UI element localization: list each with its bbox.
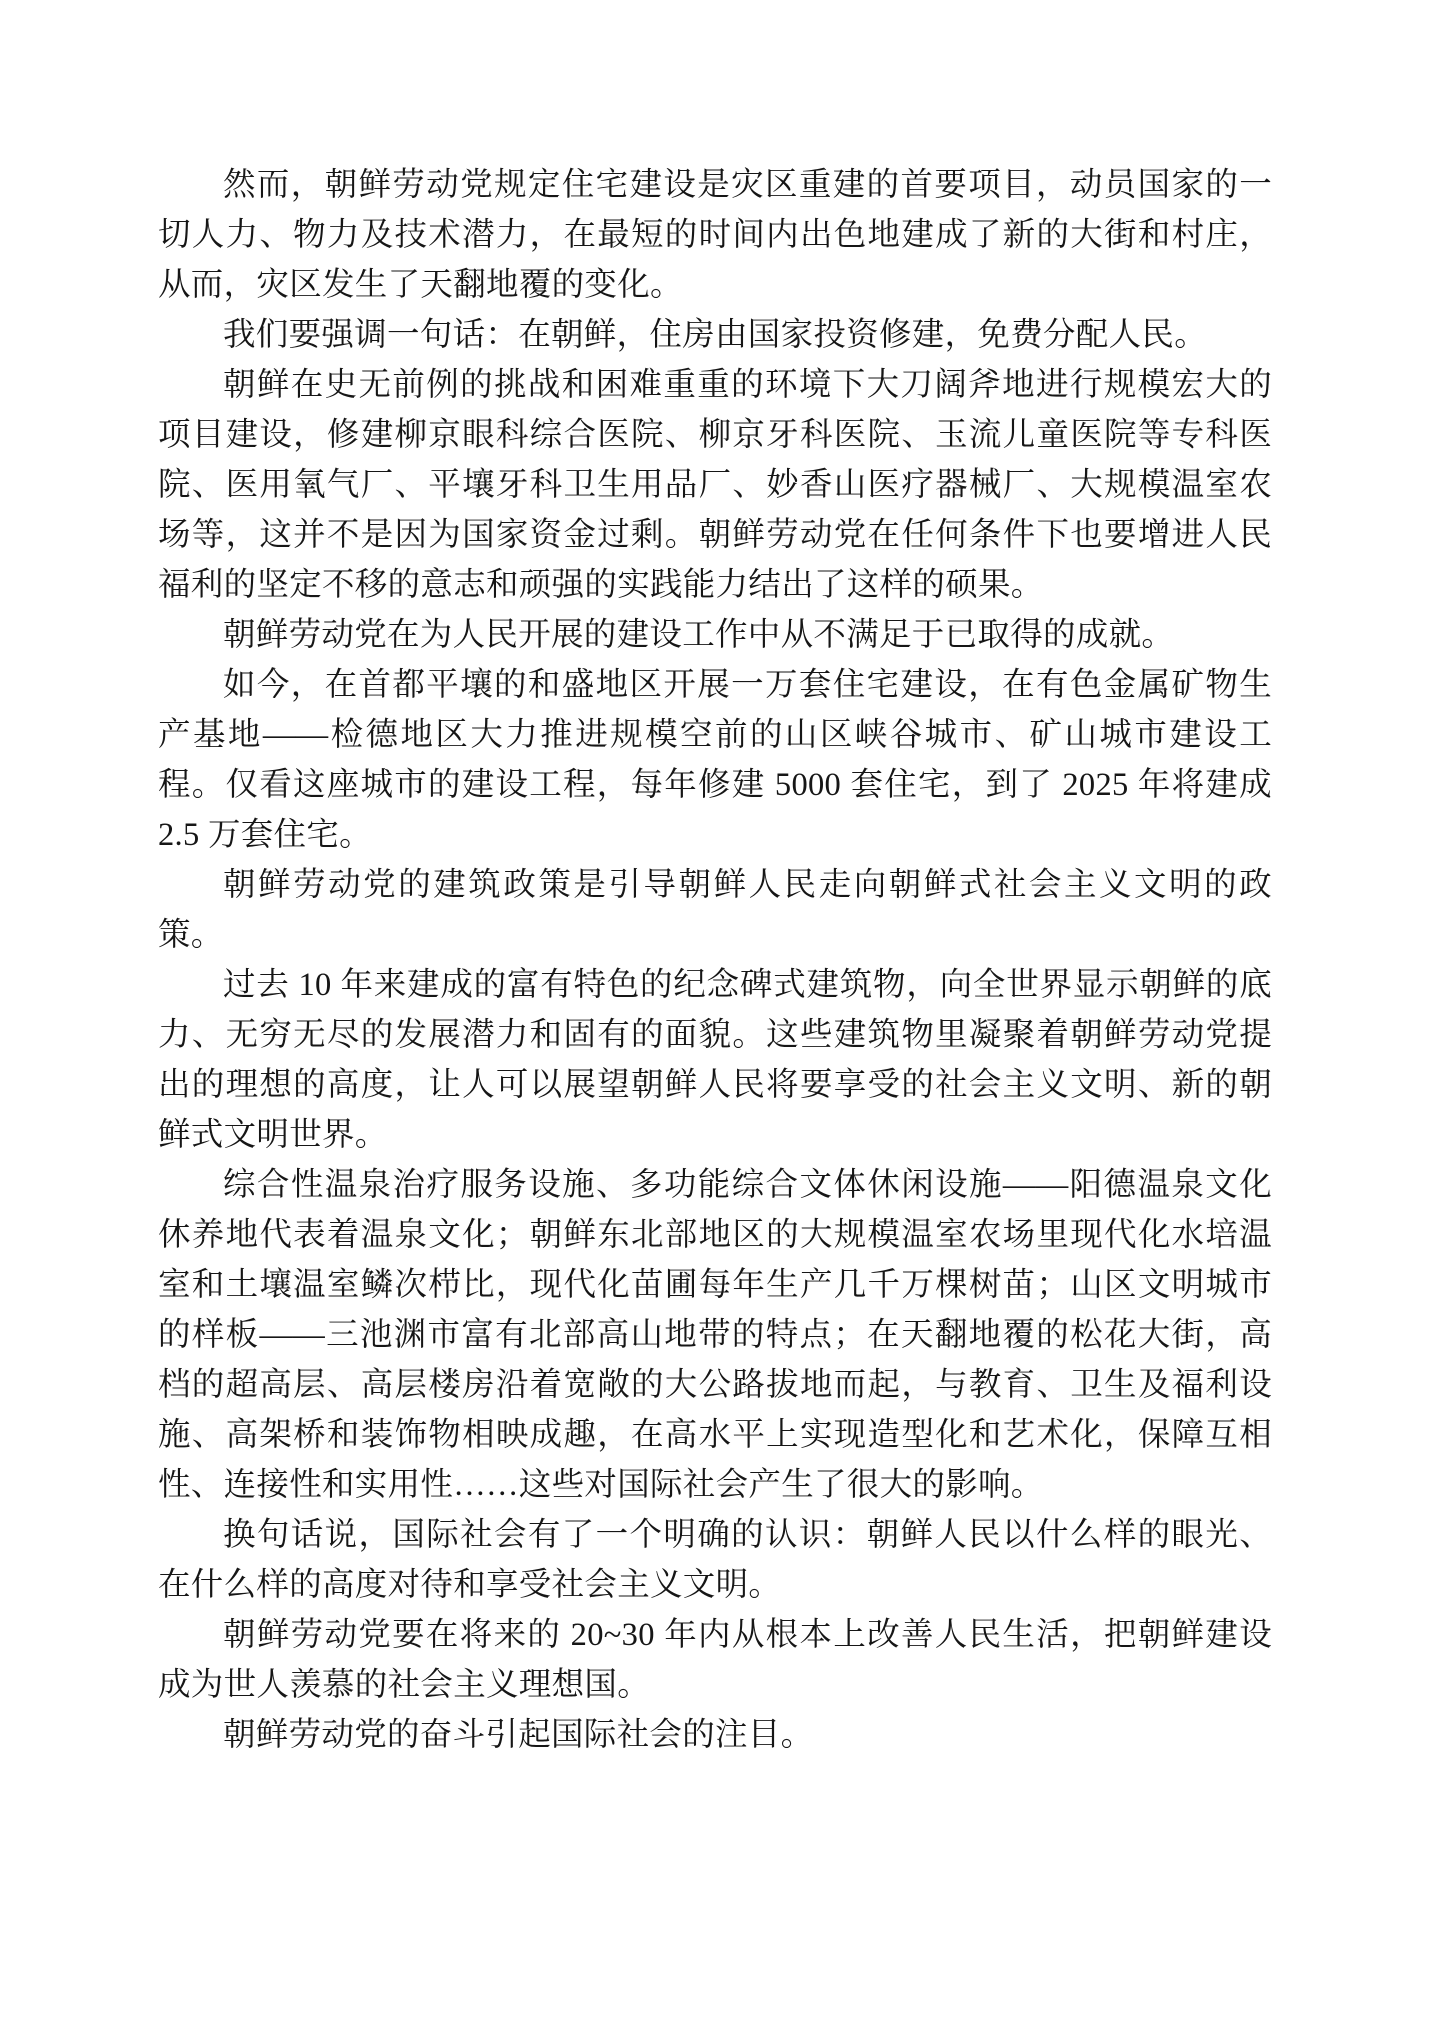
paragraph: 朝鲜劳动党的建筑政策是引导朝鲜人民走向朝鲜式社会主义文明的政策。 bbox=[158, 867, 1272, 953]
text-block bbox=[158, 160, 1272, 1760]
paragraph: 如今，在首都平壤的和盛地区开展一万套住宅建设，在有色金属矿物生产基地——检德地区大力推进规模空前的山区峡谷城市、矿山城市建设工程。仅看这座城市的建设工程，每年修建 5000 套住宅，到了 2025 年将建成 2.5 万套住宅。 bbox=[158, 667, 1272, 853]
paragraph: 综合性温泉治疗服务设施、多功能综合文体休闲设施——阳德温泉文化休养地代表着温泉文化；朝鲜东北部地区的大规模温室农场里现代化水培温室和土壤温室鳞次栉比，现代化苗圃每年生产几千万棵树苗；山区文明城市的样板——三池渊市富有北部高山地带的特点；在天翻地覆的松花大街，高档的超高层、高层楼房沿着宽敞的大公路拔地而起，与教育、卫生及福利设施、高架桥和装饰物相映成趣，在高水平上实现造型化和艺术化，保障互相性、连接性和实用性……这些对国际社会产生了很大的影响。 bbox=[158, 1167, 1272, 1503]
paragraph: 然而，朝鲜劳动党规定住宅建设是灾区重建的首要项目，动员国家的一切人力、物力及技术潜力，在最短的时间内出色地建成了新的大街和村庄，从而，灾区发生了天翻地覆的变化。 bbox=[158, 167, 1272, 303]
paragraph: 朝鲜在史无前例的挑战和困难重重的环境下大刀阔斧地进行规模宏大的项目建设，修建柳京眼科综合医院、柳京牙科医院、玉流儿童医院等专科医院、医用氧气厂、平壤牙科卫生用品厂、妙香山医疗器械厂、大规模温室农场等，这并不是因为国家资金过剩。朝鲜劳动党在任何条件下也要增进人民福利的坚定不移的意志和顽强的实践能力结出了这样的硕果。 bbox=[158, 367, 1272, 603]
paragraph: 朝鲜劳动党在为人民开展的建设工作中从不满足于已取得的成就。 bbox=[223, 617, 1175, 653]
paragraph: 朝鲜劳动党的奋斗引起国际社会的注目。 bbox=[223, 1717, 814, 1753]
paragraph: 过去 10 年来建成的富有特色的纪念碑式建筑物，向全世界显示朝鲜的底力、无穷无尽的发展潜力和固有的面貌。这些建筑物里凝聚着朝鲜劳动党提出的理想的高度，让人可以展望朝鲜人民将要享受的社会主义文明、新的朝鲜式文明世界。 bbox=[158, 967, 1272, 1153]
paragraph: 换句话说，国际社会有了一个明确的认识：朝鲜人民以什么样的眼光、在什么样的高度对待和享受社会主义文明。 bbox=[158, 1517, 1272, 1603]
paragraph: 我们要强调一句话：在朝鲜，住房由国家投资修建，免费分配人民。 bbox=[223, 317, 1208, 353]
paragraph: 朝鲜劳动党要在将来的 20~30 年内从根本上改善人民生活，把朝鲜建设成为世人羡慕的社会主义理想国。 bbox=[158, 1617, 1272, 1703]
